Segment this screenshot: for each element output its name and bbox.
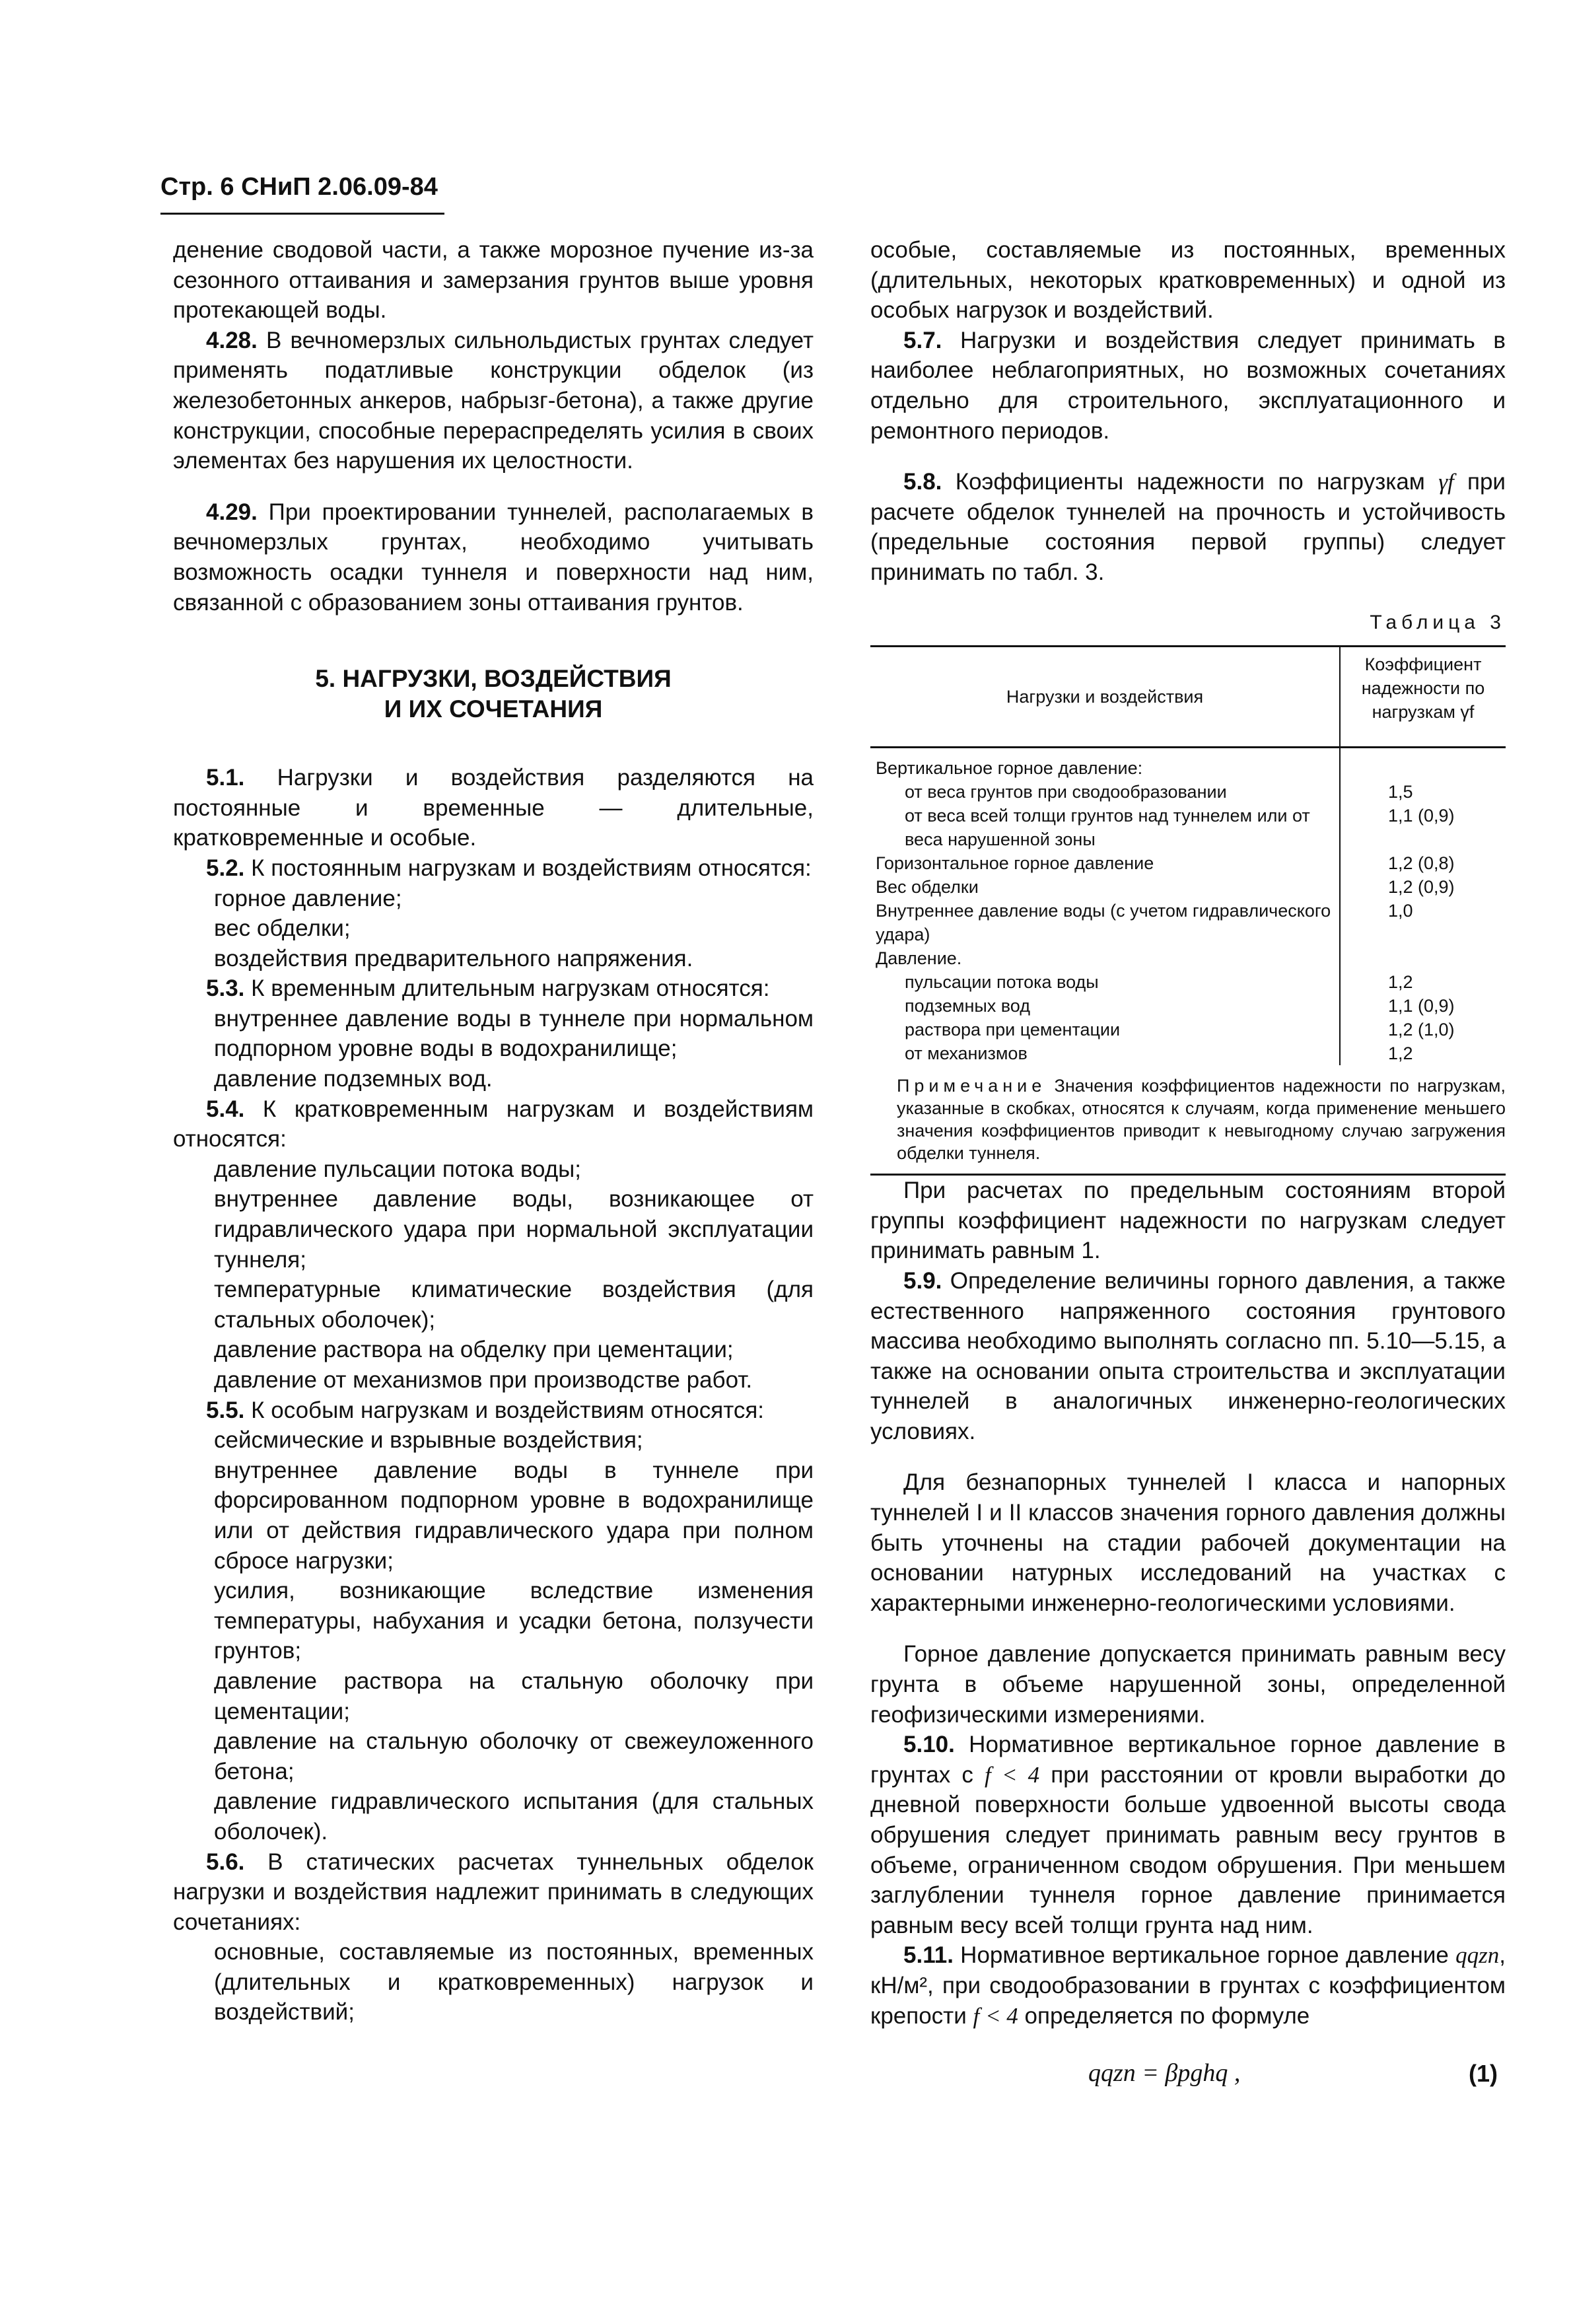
table-row	[870, 1041, 1506, 1065]
gamma-f-symbol: γf	[1438, 469, 1454, 495]
paragraph-5-7	[870, 326, 1506, 446]
f-less-4: f < 4	[984, 1761, 1040, 1788]
clause-text: К постоянным нагрузкам и воздействиям относятся:	[244, 855, 812, 881]
clause-text: Нагрузки и воздействия следует принимать в наиболее неблагоприятных, но возможных сочетаниях отдельно для строительного, эксплуатационного и ремонтного периодов.	[870, 327, 1506, 444]
paragraph-5-3	[173, 973, 814, 1004]
table-row	[870, 780, 1506, 804]
paragraph-5-2	[173, 853, 814, 884]
clause-text: , кН/м², при сводообразовании в грунтах с коэффициентом крепости	[870, 1942, 1506, 2029]
clause-number: 5.1.	[206, 765, 245, 791]
clause-text: Коэффициенты надежности по нагрузкам	[942, 469, 1439, 495]
paragraph-5-11	[870, 1940, 1506, 2031]
paragraph-4-28	[173, 326, 814, 476]
table-cell-label: пульсации потока воды	[905, 972, 1099, 993]
table-cell-value: 1,1 (0,9)	[1340, 994, 1506, 1018]
table-cell-label: подземных вод	[905, 996, 1030, 1016]
clause-text: К кратковременным нагрузкам и воздействиям относятся:	[173, 1096, 814, 1152]
table-cell-value	[1340, 748, 1506, 781]
table-cell-label: раствора при цементации	[905, 1020, 1121, 1040]
table-row	[870, 804, 1506, 851]
paragraph-5-6	[173, 1847, 814, 1938]
clause-number: 5.9.	[903, 1267, 942, 1294]
list-item: внутреннее давление воды в туннеле при нормальном подпорном уровне воды в водохранилище;	[214, 1005, 814, 1062]
list-item: особые, составляемые из постоянных, временных (длительных, некоторых кратковременных) и одной из особых нагрузок и воздействий.	[870, 237, 1506, 324]
paragraph-4-29	[173, 497, 814, 617]
list-item: основные, составляемые из постоянных, временных (длительных и кратковременных) нагрузок и воздействий;	[214, 1939, 814, 2025]
paragraph-5-9	[870, 1266, 1506, 1447]
list-item: горное давление;	[214, 885, 402, 911]
table-row	[870, 1018, 1506, 1041]
table-cell-value: 1,5	[1340, 780, 1506, 804]
clause-number: 5.6.	[206, 1849, 245, 1875]
table-cell-label: Давление.	[876, 948, 962, 969]
table-cell-label: Вертикальное горное давление:	[876, 758, 1143, 779]
table-row	[870, 946, 1506, 970]
clause-text: Нормативное вертикальное горное давление в грунтах с	[870, 1732, 1506, 1788]
table-cell-value: 1,2 (0,8)	[1340, 851, 1506, 875]
table-cell-value: 1,1 (0,9)	[1340, 804, 1506, 851]
table-header-row	[870, 647, 1506, 748]
table-cell-label: Внутреннее давление воды (с учетом гидравлического удара)	[876, 901, 1331, 945]
paragraph-second-group: При расчетах по предельным состояниям второй группы коэффициент надежности по нагрузкам следует принимать равным 1.	[870, 1178, 1506, 1264]
list-item: давление пульсации потока воды;	[214, 1156, 582, 1182]
q-symbol: qqzn	[1455, 1942, 1500, 1969]
list-item: сейсмические и взрывные воздействия;	[214, 1427, 643, 1454]
right-column	[870, 235, 1506, 2092]
list-item: вес обделки;	[214, 915, 351, 942]
page-header: Стр. 6 СНиП 2.06.09-84	[160, 173, 438, 201]
clause-text: К особым нагрузкам и воздействиям относятся:	[244, 1397, 765, 1423]
table-title: Таблица 3	[1370, 611, 1506, 633]
section-title	[173, 664, 814, 724]
clause-number: 5.4.	[206, 1096, 245, 1122]
clause-number: 5.7.	[903, 327, 942, 353]
paragraph-5-1	[173, 763, 814, 853]
table-row	[870, 875, 1506, 899]
coefficients-table	[870, 645, 1506, 1065]
list-item: давление раствора на стальную оболочку при цементации;	[214, 1668, 814, 1724]
clause-text: Нагрузки и воздействия разделяются на постоянные и временные — длительные, кратковременные и особые.	[173, 765, 814, 851]
clause-text: В вечномерзлых сильнольдистых грунтах следует применять податливые конструкции обделок (из железобетонных анкеров, набрызг-бетона), а также другие конструкции, способные перераспределять усилия в своих элементах без нарушения их целостности.	[173, 327, 814, 474]
paragraph-5-9-c: Горное давление допускается принимать равным весу грунта в объеме нарушенной зоны, определенной геофизическими измерениями.	[870, 1641, 1506, 1728]
table-cell-value: 1,2	[1340, 1041, 1506, 1065]
clause-number: 5.11.	[903, 1942, 954, 1969]
formula-number: (1)	[1469, 2060, 1498, 2088]
table-cell-value: 1,2 (0,9)	[1340, 875, 1506, 899]
note-text: Значения коэффициентов надежности по нагрузкам, указанные в скобках, относятся к случаям, когда применение меньшего значения коэффициентов приводит к невыгодному случаю загружения обделки туннеля.	[897, 1076, 1506, 1164]
table-cell-label: от механизмов	[905, 1043, 1028, 1064]
list-item: давление на стальную оболочку от свежеуложенного бетона;	[214, 1728, 814, 1784]
clause-number: 4.28.	[206, 327, 258, 353]
clause-text: Определение величины горного давления, а также естественного напряженного состояния грунтового массива необходимо выполнять согласно пп. 5.10—5.15, а также на основании опыта строительства и эксплуатации туннелей в аналогичных инженерно-геологических условиях.	[870, 1267, 1506, 1444]
table-cell-value: 1,2	[1340, 970, 1506, 994]
list-item: внутреннее давление воды, возникающее от гидравлического удара при нормальной эксплуатации туннеля;	[214, 1186, 814, 1273]
clause-number: 5.10.	[903, 1732, 955, 1758]
table-row	[870, 994, 1506, 1018]
paragraph-5-10	[870, 1730, 1506, 1940]
section-title-line-1: 5. НАГРУЗКИ, ВОЗДЕЙСТВИЯ	[315, 665, 672, 693]
f-less-4: f < 4	[973, 2002, 1018, 2029]
clause-number: 4.29.	[206, 499, 258, 525]
formula-expression: qqzn = βpghq ,	[1088, 2059, 1241, 2088]
clause-text: При проектировании туннелей, располагаемых в вечномерзлых грунтах, необходимо учитывать возможность осадки туннеля и поверхности над ним, связанной с образованием зоны оттаивания грунтов.	[173, 499, 814, 616]
table-note	[870, 1074, 1506, 1176]
table-cell-label: Вес обделки	[876, 877, 979, 898]
table-cell-label: Горизонтальное горное давление	[876, 853, 1154, 874]
list-item: воздействия предварительного напряжения.	[214, 945, 693, 971]
clause-text: Нормативное вертикальное горное давление	[953, 1942, 1456, 1969]
table-cell-label: от веса грунтов при сводообразовании	[905, 782, 1227, 802]
clause-text: В статических расчетах туннельных обделок нагрузки и воздействия надлежит принимать в следующих сочетаниях:	[173, 1849, 814, 1935]
clause-text: определяется по формуле	[1018, 2002, 1310, 2029]
table-cell-value: 1,0	[1340, 899, 1506, 946]
table-row	[870, 970, 1506, 994]
paragraph-5-8	[870, 467, 1506, 587]
list-item: давление от механизмов при производстве работ.	[214, 1367, 753, 1393]
list-item: давление раствора на обделку при цементации;	[214, 1337, 734, 1363]
table-row	[870, 899, 1506, 946]
table-header-loads: Нагрузки и воздействия	[870, 647, 1340, 748]
table-header-coefficient: Коэффициент надежности по нагрузкам γf	[1340, 647, 1506, 748]
list-item: давление гидравлического испытания (для стальных оболочек).	[214, 1788, 814, 1845]
list-item: усилия, возникающие вследствие изменения температуры, набухания и усадки бетона, ползучести грунтов;	[214, 1578, 814, 1664]
paragraph-5-5	[173, 1395, 814, 1426]
clause-text: при расстоянии от кровли выработки до дневной поверхности больше удвоенной высоты свода обрушения следует принимать равным весу грунтов в объеме, ограниченном сводом обрушения. При меньшем заглублении туннеля горное давление принимается равным весу всей толщи грунта над ним.	[870, 1761, 1506, 1938]
clause-number: 5.5.	[206, 1397, 245, 1423]
table-cell-label: от веса всей толщи грунтов над туннелем или от веса нарушенной зоны	[905, 806, 1310, 850]
clause-number: 5.8.	[903, 469, 942, 495]
formula-1	[870, 2059, 1506, 2092]
paragraph-continued: денение сводовой части, а также морозное пучение из-за сезонного оттаивания и замерзания грунтов выше уровня протекающей воды.	[173, 237, 814, 324]
paragraph-5-9-b: Для безнапорных туннелей I класса и напорных туннелей I и II классов значения горного давления должны быть уточнены на стадии рабочей документации на основании натурных исследований на участках с характерными инженерно-геологическими условиями.	[870, 1469, 1506, 1616]
table-row	[870, 851, 1506, 875]
table-cell-value	[1340, 946, 1506, 970]
table-cell-value: 1,2 (1,0)	[1340, 1018, 1506, 1041]
table-row	[870, 748, 1506, 781]
note-label: Примечание	[897, 1076, 1047, 1096]
clause-number: 5.3.	[206, 975, 245, 1002]
left-column	[173, 235, 814, 2027]
clause-text: при расчете обделок туннелей на прочность и устойчивость (предельные состояния первой группы) следует принимать по табл. 3.	[870, 469, 1506, 585]
list-item: внутреннее давление воды в туннеле при форсированном подпорном уровне в водохранилище или от действия гидравлического удара при полном сбросе нагрузки;	[214, 1457, 814, 1574]
section-title-line-2: И ИХ СОЧЕТАНИЯ	[384, 695, 603, 723]
list-item: температурные климатические воздействия (для стальных оболочек);	[214, 1277, 814, 1333]
clause-text: К временным длительным нагрузкам относятся:	[244, 975, 770, 1002]
list-item: давление подземных вод.	[214, 1066, 493, 1092]
clause-number: 5.2.	[206, 855, 245, 881]
header-rule	[160, 213, 444, 215]
paragraph-5-4	[173, 1094, 814, 1154]
